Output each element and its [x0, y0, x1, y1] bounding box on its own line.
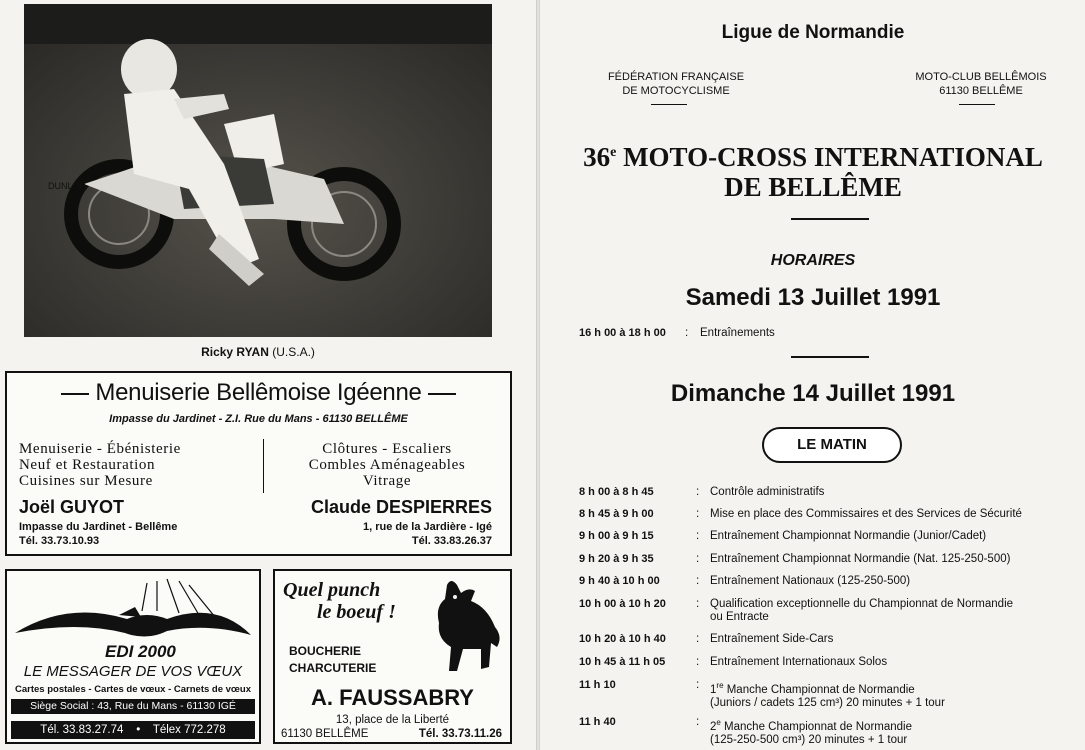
service-line: Clôtures - Escaliers [322, 441, 452, 457]
edi-address: Siège Social : 43, Rue du Mans - 61130 IGÉ [11, 699, 255, 714]
motocross-rider-photo-icon [24, 4, 492, 337]
schedule-time: 11 h 10 [579, 679, 616, 691]
rider-country: (U.S.A.) [272, 345, 315, 359]
page-fold [536, 0, 540, 750]
schedule-colon: : [696, 716, 700, 728]
schedule-desc [710, 679, 945, 710]
menuiserie-title: Menuiserie Bellêmoise Igéenne [95, 379, 422, 406]
divider [791, 356, 869, 358]
schedule-time: 8 h 00 à 8 h 45 [579, 486, 654, 498]
title-line1: MOTO-CROSS INTERNATIONAL [616, 142, 1043, 172]
menuiserie-ad [5, 371, 512, 556]
schedule-time: 10 h 20 à 10 h 40 [579, 633, 666, 645]
boucherie-slogan [283, 579, 396, 623]
schedule-desc: Entraînement Championnat Normandie (Nat. 125-250-500) [710, 553, 1011, 565]
boucherie-ad [273, 569, 512, 744]
boucherie-name: A. FAUSSABRY [311, 685, 474, 710]
ordinal-suffix: re [716, 681, 724, 690]
saturday-heading: Samedi 13 Juillet 1991 [685, 284, 941, 311]
schedule-desc: Entraînement Side-Cars [710, 633, 834, 645]
service-line: Menuiserie - Ébénisterie [19, 441, 181, 457]
schedule-time: 8 h 45 à 9 h 00 [579, 508, 654, 520]
menuiserie-subtitle: Impasse du Jardinet - Z.I. Rue du Mans - 61130 BELLÊME [109, 413, 408, 425]
type-line: BOUCHERIE [289, 644, 362, 658]
moto-club [881, 70, 1081, 98]
seagull-icon [7, 571, 259, 663]
ordinal-number: 2 [710, 720, 717, 733]
boucherie-address: 13, place de la Liberté [335, 714, 450, 726]
schedule-colon: : [685, 327, 689, 339]
contact-tel-left: Tél. 33.73.10.93 [19, 535, 100, 547]
schedule-colon: : [696, 553, 700, 565]
schedule-desc [710, 598, 1013, 624]
org-line: FÉDÉRATION FRANÇAISE [607, 71, 745, 83]
schedule-time: 11 h 40 [579, 716, 616, 728]
event-title [541, 138, 1085, 202]
schedule-time: 9 h 00 à 9 h 15 [579, 530, 654, 542]
schedule-desc: Mise en place des Commissaires et des Services de Sécurité [710, 508, 1022, 520]
schedule-colon: : [696, 679, 700, 691]
contact-address-right: 1, rue de la Jardière - Igé [362, 521, 492, 533]
edi-slogan: LE MESSAGER DE VOS VŒUX [23, 663, 243, 680]
menuiserie-title-row [7, 379, 510, 407]
edi-contact-bar [11, 721, 255, 739]
title-ordinal: e [610, 145, 617, 160]
edi-ad [5, 569, 261, 744]
edi-tel: Tél. 33.83.27.74 [40, 724, 124, 736]
boucherie-type [289, 643, 376, 677]
edi-separator: • [136, 724, 141, 736]
edi-telex: Télex 772.278 [152, 724, 226, 736]
sunday-heading: Dimanche 14 Juillet 1991 [670, 380, 956, 407]
schedule-colon: : [696, 508, 700, 520]
schedule-time: 10 h 45 à 11 h 05 [579, 656, 666, 668]
schedule-desc-line: ou Entracte [710, 611, 769, 623]
svg-text:DUNLOP: DUNLOP [48, 181, 86, 191]
morning-badge: LE MATIN [762, 427, 902, 463]
boucherie-tel: Tél. 33.73.11.26 [418, 728, 502, 740]
org-line: MOTO-CLUB BELLÊMOIS [915, 71, 1047, 83]
schedule-desc: Contrôle administratifs [710, 486, 825, 498]
schedule-colon: : [696, 633, 700, 645]
program-page [541, 0, 1085, 750]
schedule-desc-line: Manche Championnat de Normandie [720, 720, 912, 733]
type-line: CHARCUTERIE [289, 661, 377, 675]
schedule-desc-line: (125-250-500 cm³) 20 minutes + 1 tour [710, 733, 908, 746]
contact-address-left: Impasse du Jardinet - Bellême [19, 521, 178, 533]
schedule-colon: : [696, 656, 700, 668]
schedule-desc-line: (Juniors / cadets 125 cm³) 20 minutes + 1 tour [710, 696, 945, 709]
slogan-line: Quel punch [283, 579, 381, 601]
contact-name-right: Claude DESPIERRES [310, 497, 492, 517]
divider [263, 439, 264, 493]
menuiserie-left-services [19, 441, 257, 489]
schedule-desc: Entraînements [700, 327, 775, 339]
schedule-desc-line: Manche Championnat de Normandie [723, 683, 915, 696]
contact-name-left: Joël GUYOT [19, 497, 125, 517]
title-number: 36 [583, 142, 611, 172]
org-line: DE MOTOCYCLISME [622, 85, 730, 97]
schedule-desc: Entraînement Championnat Normandie (Junior/Cadet) [710, 530, 987, 542]
org-line: 61130 BELLÊME [939, 85, 1023, 97]
slogan-line: le boeuf ! [317, 601, 396, 623]
schedule-time: 16 h 00 à 18 h 00 [579, 327, 666, 339]
schedule-colon: : [696, 530, 700, 542]
federation [571, 70, 781, 98]
ordinal-number: 1 [710, 683, 717, 696]
service-line: Combles Aménageables [308, 457, 466, 473]
schedule-desc: Entraînement Internationaux Solos [710, 656, 888, 668]
divider [959, 104, 995, 105]
contact-tel-right: Tél. 33.83.26.37 [411, 535, 492, 547]
schedule-time: 9 h 40 à 10 h 00 [579, 575, 660, 587]
schedule-colon: : [696, 598, 700, 610]
menuiserie-right-services [271, 441, 503, 489]
rider-name: Ricky RYAN [201, 345, 269, 359]
schedule-time: 10 h 00 à 10 h 20 [579, 598, 666, 610]
edi-logo-text: EDI 2000 [105, 642, 176, 661]
edi-products: Cartes postales - Cartes de vœux - Carnets de vœux [15, 684, 251, 695]
motocross-photo [24, 4, 492, 337]
league-title: Ligue de Normandie [721, 22, 905, 43]
divider [651, 104, 687, 105]
bull-icon [417, 577, 509, 681]
service-line: Vitrage [362, 473, 412, 489]
service-line: Neuf et Restauration [19, 457, 156, 473]
schedule-desc [710, 716, 912, 747]
boucherie-city: 61130 BELLÊME [281, 728, 369, 740]
schedule-desc: Entraînement Nationaux (125-250-500) [710, 575, 911, 587]
schedule-colon: : [696, 486, 700, 498]
schedule-desc-line: Qualification exceptionnelle du Championnat de Normandie [710, 598, 1014, 610]
divider [791, 218, 869, 220]
schedule-colon: : [696, 575, 700, 587]
service-line: Cuisines sur Mesure [19, 473, 153, 489]
horaires-label: HORAIRES [770, 252, 856, 269]
photo-caption [24, 345, 492, 359]
schedule-time: 9 h 20 à 9 h 35 [579, 553, 654, 565]
ordinal-suffix: e [716, 718, 721, 727]
title-line2: DE BELLÊME [724, 172, 902, 202]
